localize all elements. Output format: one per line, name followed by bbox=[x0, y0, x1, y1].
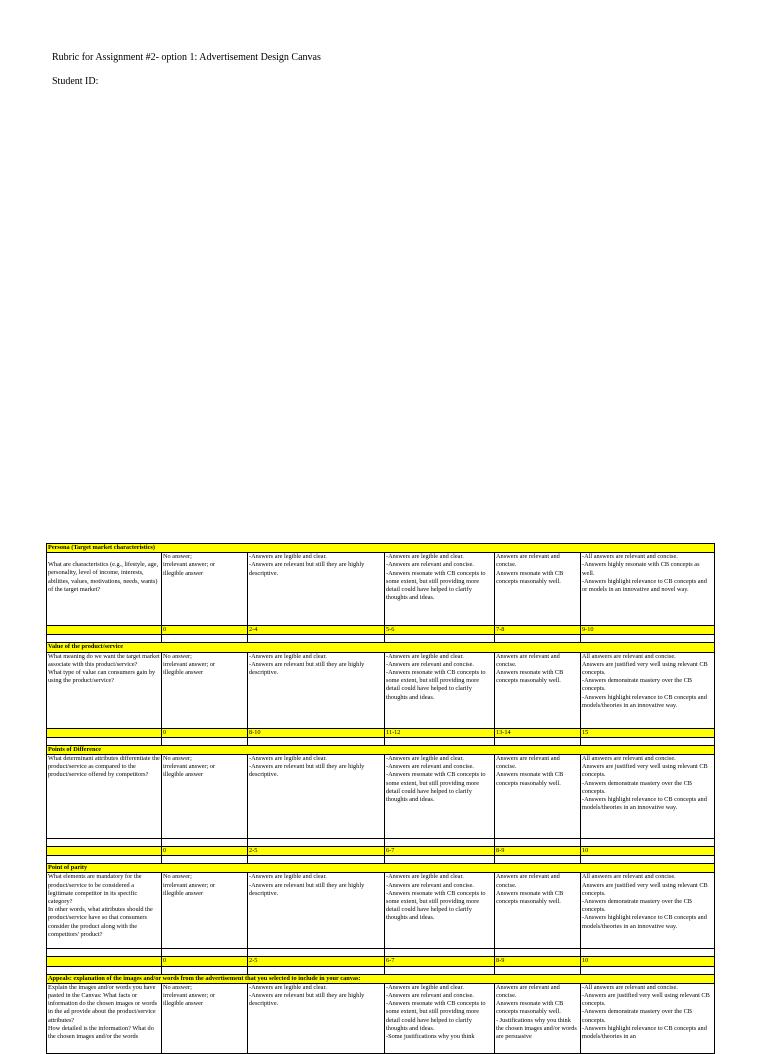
score-blank bbox=[47, 957, 162, 966]
student-id-label: Student ID: bbox=[52, 76, 99, 87]
level-cell-2: -Answers are legible and clear. -Answers are relevant and concise. -Answers resonate with CB concepts to some extent, but still providing more detail could have helped to clarify thoughts and ideas. bbox=[385, 873, 495, 949]
level-cell-2: -Answers are legible and clear. -Answers are relevant and concise. -Answers resonate with CB concepts to some extent, but still providing more detail could have helped to clarify thoughts and ideas. -Some justifications why you think bbox=[385, 983, 495, 1053]
criteria-row bbox=[47, 983, 715, 1053]
level-cell-4: -All answers are relevant and concise. -Answers highly resonate with CB concepts as well. -Answers highlight relevance to CB concepts and or models in an innovative and novel way. bbox=[581, 553, 715, 626]
section-header-row bbox=[47, 864, 715, 873]
section-header-row bbox=[47, 974, 715, 983]
spacer-row bbox=[47, 839, 715, 847]
score-cell-4: 10 bbox=[581, 957, 715, 966]
section-header: Persona (Target market characteristics) bbox=[47, 544, 715, 553]
score-cell-4: 10 bbox=[581, 847, 715, 856]
score-cell-2: 6-7 bbox=[385, 847, 495, 856]
section-header-row bbox=[47, 745, 715, 754]
level-cell-0: No answer; irrelevant answer; or illegible answer bbox=[162, 553, 248, 626]
level-cell-4: All answers are relevant and concise. Answers are justified very well using relevant CB concepts. -Answers demonstrate mastery over the CB concepts. -Answers highlight relevance to CB concepts and models/theories in an innovative way. bbox=[581, 652, 715, 728]
score-cell-2: 6-7 bbox=[385, 957, 495, 966]
section-header-row bbox=[47, 643, 715, 652]
score-cell-3: 8-9 bbox=[495, 847, 581, 856]
score-cell-1: 2-5 bbox=[248, 957, 385, 966]
score-cell-3: 8-9 bbox=[495, 957, 581, 966]
section-header: Point of parity bbox=[47, 864, 715, 873]
level-cell-3: Answers are relevant and concise. Answers resonate with CB concepts reasonably well. bbox=[495, 873, 581, 949]
criteria-cell: Explain the images and/or words you have pasted in the Canvas: What facts or information do the chosen images or words in the ad provide about the product/service attributes? How detailed is the information? What do the chosen images and/or the words bbox=[47, 983, 162, 1053]
score-blank bbox=[47, 847, 162, 856]
level-cell-0: No answer; irrelevant answer; or illegible answer bbox=[162, 652, 248, 728]
level-cell-0: No answer; irrelevant answer; or illegible answer bbox=[162, 755, 248, 839]
level-cell-4: -All answers are relevant and concise. -Answers are justified very well using relevant CB concepts. -Answers demonstrate mastery over the CB concepts. -Answers highlight relevance to CB concepts and models/theories in an bbox=[581, 983, 715, 1053]
criteria-row bbox=[47, 755, 715, 839]
level-cell-0: No answer; irrelevant answer; or illegible answer bbox=[162, 983, 248, 1053]
level-cell-1: -Answers are legible and clear. -Answers are relevant but still they are highly descriptive. bbox=[248, 652, 385, 728]
score-row bbox=[47, 728, 715, 737]
score-cell-2: 5-6 bbox=[385, 626, 495, 635]
score-row bbox=[47, 626, 715, 635]
level-cell-2: -Answers are legible and clear. -Answers are relevant and concise. -Answers resonate with CB concepts to some extent, but still providing more detail could have helped to clarify thoughts and ideas. bbox=[385, 755, 495, 839]
score-cell-1: 2-5 bbox=[248, 847, 385, 856]
spacer-row bbox=[47, 635, 715, 643]
score-cell-1: 2-4 bbox=[248, 626, 385, 635]
score-cell-0: 0 bbox=[162, 957, 248, 966]
level-cell-2: -Answers are legible and clear. -Answers are relevant and concise. -Answers resonate with CB concepts to some extent, but still providing more detail could have helped to clarify thoughts and ideas. bbox=[385, 652, 495, 728]
section-header-row bbox=[47, 544, 715, 553]
level-cell-3: Answers are relevant and concise. Answers resonate with CB concepts reasonably well. bbox=[495, 652, 581, 728]
score-row bbox=[47, 847, 715, 856]
level-cell-3: Answers are relevant and concise. Answers resonate with CB concepts reasonably well. bbox=[495, 755, 581, 839]
score-cell-1: 8-10 bbox=[248, 728, 385, 737]
spacer-row bbox=[47, 949, 715, 957]
spacer-row bbox=[47, 737, 715, 745]
spacer-row bbox=[47, 966, 715, 974]
criteria-row bbox=[47, 652, 715, 728]
criteria-cell: What are characteristics (e.g., lifestyle, age, personality, level of income, interests, abilities, values, motivations, needs, wants) of the target market? bbox=[47, 553, 162, 626]
score-cell-0: 0 bbox=[162, 728, 248, 737]
criteria-cell: What elements are mandatory for the product/service to be considered a legitimate competitor in its specific category? In other words, what attributes should the product/service have so that consumers consider the product along with the competitors' product? bbox=[47, 873, 162, 949]
level-cell-2: -Answers are legible and clear. -Answers are relevant and concise. -Answers resonate with CB concepts to some extent, but still providing more detail could have helped to clarify thoughts and ideas. bbox=[385, 553, 495, 626]
score-cell-0: 0 bbox=[162, 626, 248, 635]
level-cell-0: No answer; irrelevant answer; or illegible answer bbox=[162, 873, 248, 949]
score-cell-3: 13-14 bbox=[495, 728, 581, 737]
score-cell-0: 0 bbox=[162, 847, 248, 856]
document-title: Rubric for Assignment #2- option 1: Advertisement Design Canvas bbox=[52, 52, 321, 63]
criteria-row bbox=[47, 873, 715, 949]
spacer-row bbox=[47, 856, 715, 864]
score-row bbox=[47, 957, 715, 966]
level-cell-1: -Answers are legible and clear. -Answers are relevant but still they are highly descriptive. bbox=[248, 983, 385, 1053]
level-cell-3: Answers are relevant and concise. Answers resonate with CB concepts reasonably well. bbox=[495, 553, 581, 626]
level-cell-1: -Answers are legible and clear. -Answers are relevant but still they are highly descriptive. bbox=[248, 873, 385, 949]
score-cell-3: 7-8 bbox=[495, 626, 581, 635]
score-cell-4: 15 bbox=[581, 728, 715, 737]
level-cell-4: All answers are relevant and concise. Answers are justified very well using relevant CB concepts. -Answers demonstrate mastery over the CB concepts. -Answers highlight relevance to CB concepts and models/theories in an innovative way. bbox=[581, 873, 715, 949]
criteria-row bbox=[47, 553, 715, 626]
criteria-cell: What meaning do we want the target market associate with this product/service? What type of value can consumers gain by using the product/service? bbox=[47, 652, 162, 728]
section-header: Value of the product/service bbox=[47, 643, 715, 652]
score-cell-4: 9-10 bbox=[581, 626, 715, 635]
section-header: Appeals: explanation of the images and/or words from the advertisement that you selected to include in your canvas: bbox=[47, 974, 715, 983]
level-cell-3: Answers are relevant and concise. Answers resonate with CB concepts reasonably well. - Justifications why you think the chosen images and/or words are persuasive bbox=[495, 983, 581, 1053]
score-blank bbox=[47, 626, 162, 635]
section-header: Points of Difference bbox=[47, 745, 715, 754]
level-cell-4: All answers are relevant and concise. Answers are justified very well using relevant CB concepts. -Answers demonstrate mastery over the CB concepts. -Answers highlight relevance to CB concepts and models/theories in an innovative way. bbox=[581, 755, 715, 839]
criteria-cell: What determinant attributes differentiate the product/service as compared to the product/service offered by competitors? bbox=[47, 755, 162, 839]
level-cell-1: -Answers are legible and clear. -Answers are relevant but still they are highly descriptive. bbox=[248, 553, 385, 626]
level-cell-1: -Answers are legible and clear. -Answers are relevant but still they are highly descriptive. bbox=[248, 755, 385, 839]
rubric-table bbox=[46, 543, 715, 1054]
score-blank bbox=[47, 728, 162, 737]
score-cell-2: 11-12 bbox=[385, 728, 495, 737]
